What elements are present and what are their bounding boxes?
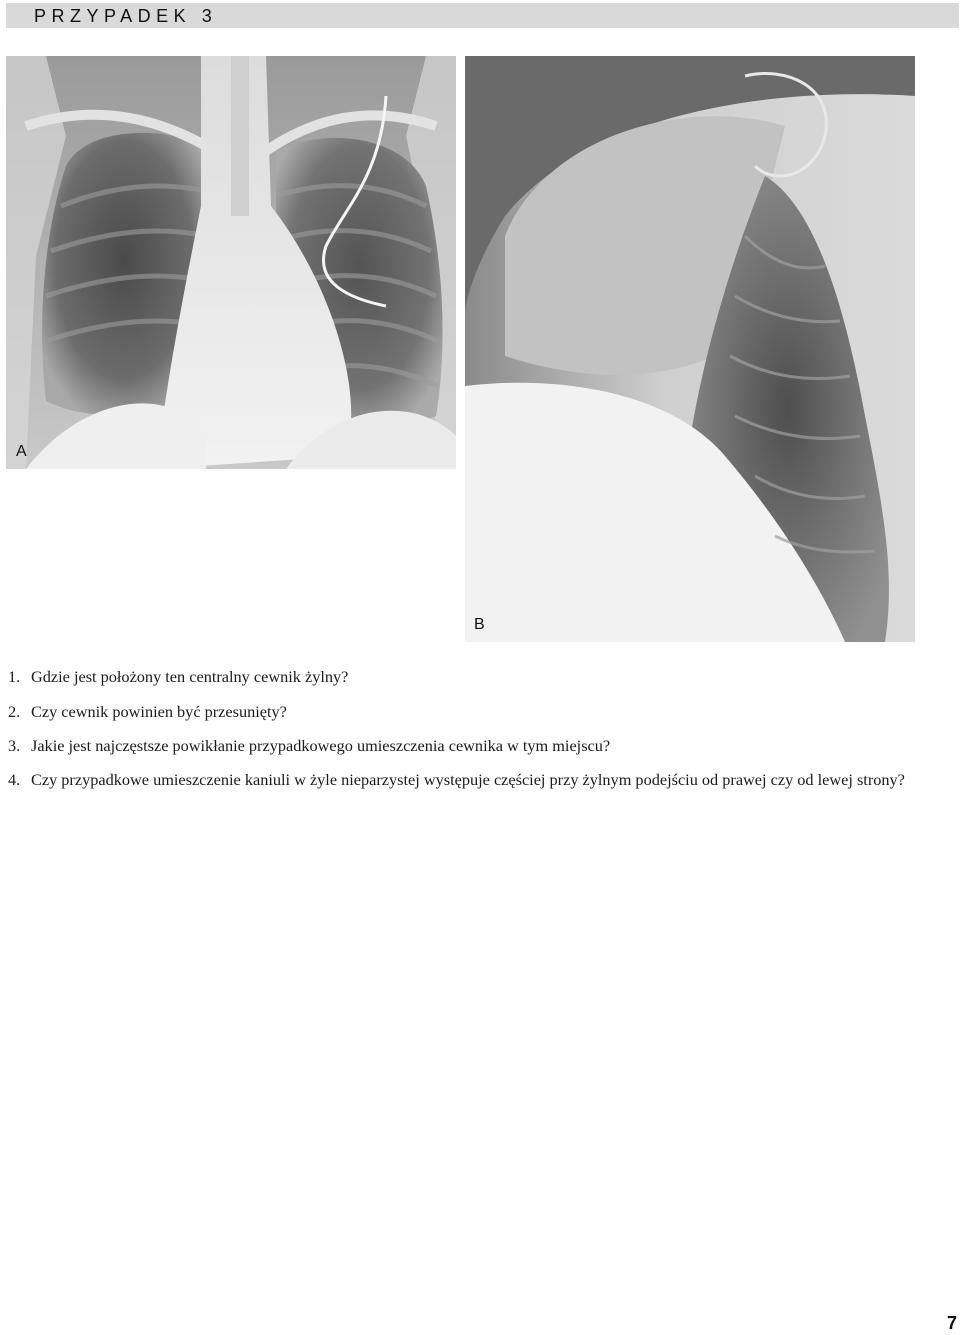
case-title: PRZYPADEK 3 xyxy=(34,6,218,26)
question-item xyxy=(8,666,348,688)
chest-xray-lateral xyxy=(465,56,915,642)
question-text: Jakie jest najczęstsze powikłanie przypadkowego umieszczenia cewnika w tym miejscu? xyxy=(31,736,611,755)
question-item xyxy=(8,769,960,791)
question-text: Czy cewnik powinien być przesunięty? xyxy=(31,702,287,721)
figure-label-b: B xyxy=(474,616,485,633)
case-header-bar xyxy=(6,3,959,28)
page-number: 7 xyxy=(946,1313,957,1333)
question-item xyxy=(8,701,287,723)
question-number: 2. xyxy=(8,702,21,721)
chest-xray-frontal xyxy=(6,56,456,469)
question-number: 3. xyxy=(8,736,21,755)
question-number: 1. xyxy=(8,667,21,686)
figure-label-a: A xyxy=(16,443,27,460)
question-item xyxy=(8,735,610,757)
question-number: 4. xyxy=(8,770,21,789)
question-text: Gdzie jest położony ten centralny cewnik żylny? xyxy=(31,667,349,686)
question-text: Czy przypadkowe umieszczenie kaniuli w żyle nieparzystej występuje częściej przy żylnym podejściu od prawej czy od lewej strony? xyxy=(31,770,905,789)
